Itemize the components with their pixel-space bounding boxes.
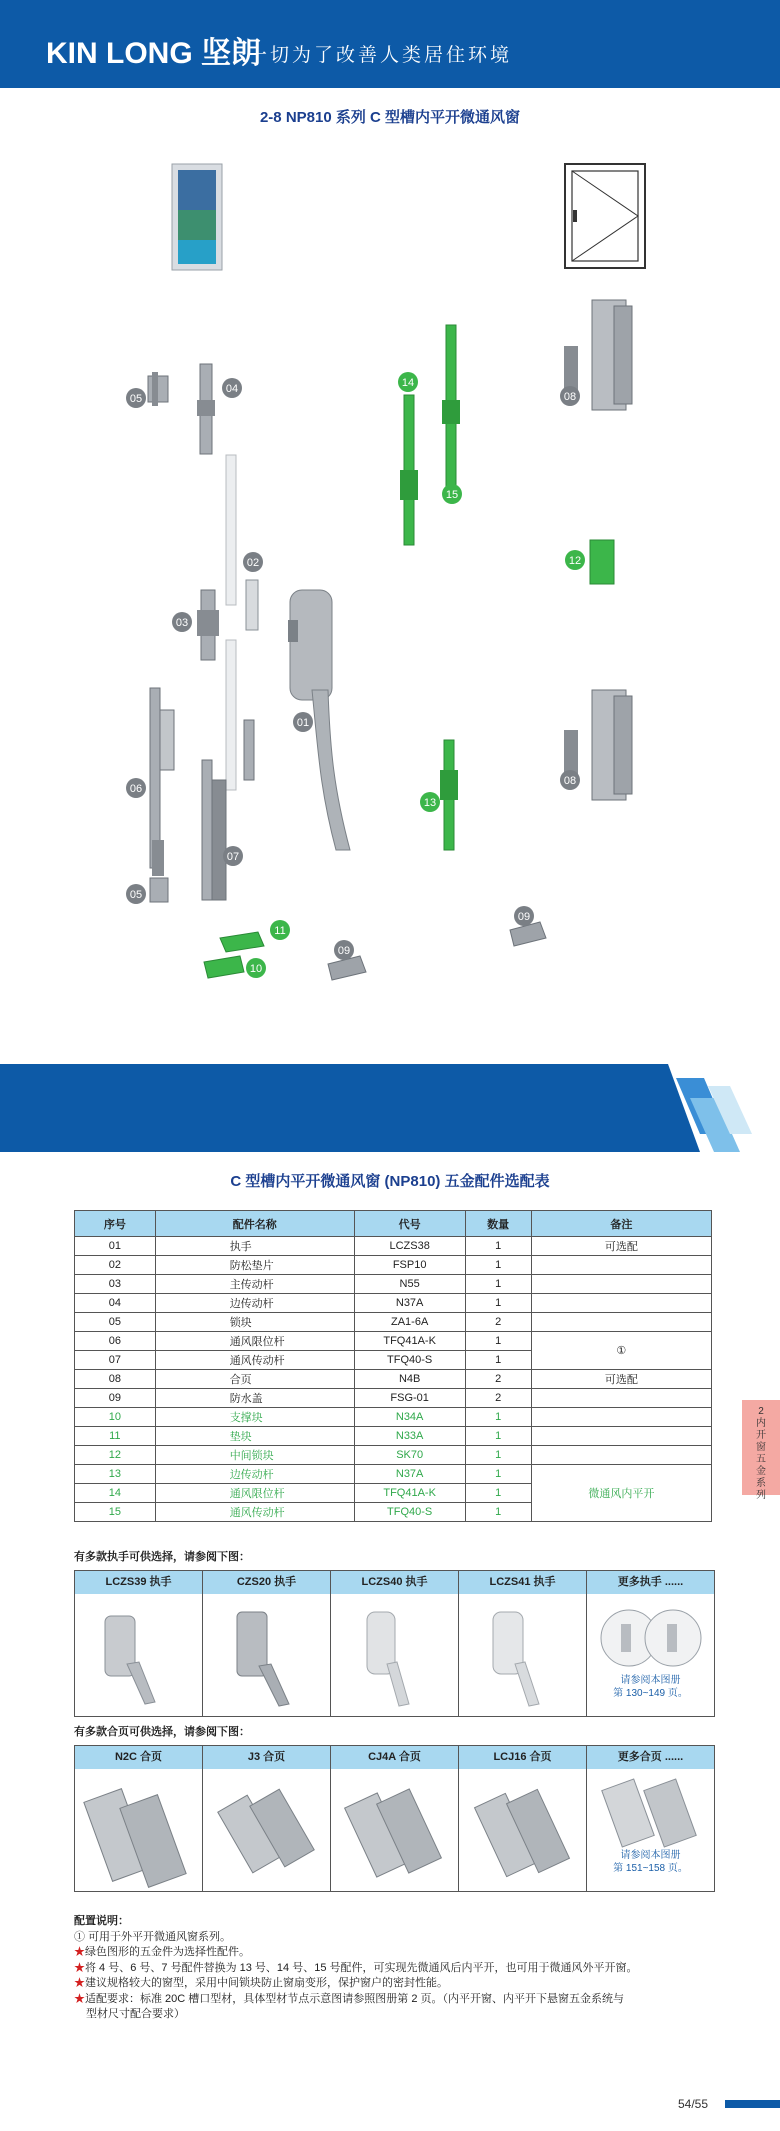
table-row	[75, 1313, 712, 1332]
col-code: 代号	[354, 1211, 465, 1237]
star-icon: ★	[74, 1946, 85, 1958]
hinge-more-title[interactable]: 更多合页 ......	[587, 1746, 714, 1769]
cell-no: 10	[75, 1408, 156, 1427]
cell-name: 合页	[155, 1370, 354, 1389]
handles-more-pages: 第 130~149 页。	[613, 1688, 688, 1699]
hinge-option	[331, 1746, 459, 1892]
cell-no: 11	[75, 1427, 156, 1446]
cell-no: 09	[75, 1389, 156, 1408]
label-15: 15	[445, 489, 459, 501]
cell-code: N37A	[354, 1465, 465, 1484]
cell-name: 支撑块	[155, 1408, 354, 1427]
label-14: 14	[401, 377, 415, 389]
cell-no: 12	[75, 1446, 156, 1465]
cell-name: 主传动杆	[155, 1275, 354, 1294]
cell-name: 中间锁块	[155, 1446, 354, 1465]
cell-qty: 2	[465, 1370, 531, 1389]
page-title: 2-8 NP810 系列 C 型槽内平开微通风窗	[259, 109, 521, 126]
cell-no: 06	[75, 1332, 156, 1351]
table-header-row	[75, 1211, 712, 1237]
note-line	[74, 1992, 638, 2008]
table-row	[75, 1256, 712, 1275]
handle-option	[203, 1571, 331, 1717]
cell-no: 07	[75, 1351, 156, 1370]
cell-code: N34A	[354, 1408, 465, 1427]
page-number-bar	[725, 2100, 780, 2108]
cell-code: TFQ41A-K	[354, 1332, 465, 1351]
note-text: 建议规格较大的窗型，采用中间锁块防止窗扇变形，保护窗户的密封性能。	[85, 1977, 448, 1989]
label-09b: 09	[517, 911, 531, 923]
table-row	[75, 1332, 712, 1351]
note-mark: ①	[74, 1930, 85, 1943]
header-bar	[0, 0, 780, 88]
cell-name: 通风传动杆	[155, 1351, 354, 1370]
side-tab-label: 2 内开窗五金系列	[756, 1406, 766, 1501]
handle-title: CZS20 执手	[203, 1571, 330, 1594]
cell-no: 14	[75, 1484, 156, 1503]
cell-code: N4B	[354, 1370, 465, 1389]
more-handles-image	[587, 1594, 714, 1674]
cell-note: 微通风内平开	[531, 1465, 711, 1522]
note-text: 型材尺寸配合要求）	[86, 2008, 185, 2020]
note-line	[74, 1961, 638, 1977]
handle-image	[331, 1594, 458, 1716]
hinges-more-note: 请参阅本图册	[620, 1850, 681, 1861]
cell-code: TFQ40-S	[354, 1503, 465, 1522]
hinge-title: LCJ16 合页	[459, 1746, 586, 1769]
part-08-top	[560, 300, 632, 410]
label-04: 04	[225, 383, 239, 395]
cell-name: 通风限位杆	[155, 1484, 354, 1503]
cell-name: 边传动杆	[155, 1465, 354, 1484]
cell-name: 通风传动杆	[155, 1503, 354, 1522]
cell-no: 15	[75, 1503, 156, 1522]
label-10: 10	[249, 963, 263, 975]
cell-qty: 1	[465, 1408, 531, 1427]
cell-code: N33A	[354, 1427, 465, 1446]
cell-code: N55	[354, 1275, 465, 1294]
hinges-label: 有多款合页可供选择，请参阅下图：	[74, 1726, 250, 1738]
handle-option	[75, 1571, 203, 1717]
label-09a: 09	[337, 945, 351, 957]
cell-no: 01	[75, 1237, 156, 1256]
table-row	[75, 1446, 712, 1465]
handle-title: LCZS41 执手	[459, 1571, 586, 1594]
part-01-handle	[288, 590, 350, 850]
part-08-bottom	[560, 690, 632, 800]
cell-note: 可选配	[531, 1237, 711, 1256]
part-12	[565, 540, 614, 584]
cell-code: SK70	[354, 1446, 465, 1465]
label-03: 03	[175, 617, 189, 629]
part-14	[398, 372, 418, 545]
part-06	[126, 688, 174, 876]
note-text: 适配要求：标准 20C 槽口型材，具体型材节点示意图请参照图册第 2 页。（内平开窗、内平开下悬窗五金系统与	[85, 1992, 625, 2005]
cell-qty: 2	[465, 1313, 531, 1332]
cell-note	[531, 1389, 711, 1408]
note-text: 可用于外平开微通风窗系列。	[88, 1930, 232, 1943]
hinge-more	[587, 1746, 715, 1892]
cell-qty: 1	[465, 1465, 531, 1484]
hinge-title: CJ4A 合页	[331, 1746, 458, 1769]
cell-name: 边传动杆	[155, 1294, 354, 1313]
hinge-image	[203, 1769, 330, 1891]
cell-qty: 1	[465, 1275, 531, 1294]
table-row	[75, 1465, 712, 1484]
cell-code: FSG-01	[354, 1389, 465, 1408]
hinge-title: J3 合页	[203, 1746, 330, 1769]
table-row	[75, 1294, 712, 1313]
table-title: C 型槽内平开微通风窗 (NP810) 五金配件选配表	[230, 1173, 550, 1190]
note-text: 将 4 号、6 号、7 号配件替换为 13 号、14 号、15 号配件，可实现先微通风后内平开，也可用于微通风外平开窗。	[85, 1961, 638, 1974]
part-04	[197, 364, 242, 454]
part-05-bottom	[126, 878, 168, 904]
col-no: 序号	[75, 1211, 156, 1237]
cell-qty: 1	[465, 1256, 531, 1275]
note-line	[74, 1930, 638, 1946]
cell-no: 13	[75, 1465, 156, 1484]
cell-note	[531, 1427, 711, 1446]
cell-qty: 2	[465, 1389, 531, 1408]
note-line	[74, 2007, 638, 2023]
cell-name: 执手	[155, 1237, 354, 1256]
cell-qty: 1	[465, 1351, 531, 1370]
brand-logo: KIN LONG 坚朗	[46, 37, 261, 70]
table-row	[75, 1389, 712, 1408]
handle-option	[459, 1571, 587, 1717]
part-03	[172, 590, 219, 660]
hinge-title: N2C 合页	[75, 1746, 202, 1769]
window-schematic-icon	[565, 164, 645, 268]
cell-code: ZA1-6A	[354, 1313, 465, 1332]
cell-qty: 1	[465, 1446, 531, 1465]
hardware-diagram	[0, 150, 780, 990]
star-icon: ★	[74, 1992, 85, 2005]
handle-more-title[interactable]: 更多执手 ......	[587, 1571, 714, 1594]
cell-qty: 1	[465, 1294, 531, 1313]
hinges-more-pages: 第 151~158 页。	[613, 1863, 688, 1874]
cell-qty: 1	[465, 1427, 531, 1446]
label-05b: 05	[129, 889, 143, 901]
label-07: 07	[226, 851, 240, 863]
cell-note	[531, 1408, 711, 1427]
side-tab	[742, 1400, 780, 1501]
label-02: 02	[246, 557, 260, 569]
part-11	[220, 920, 290, 952]
hinge-image	[75, 1769, 202, 1891]
hinge-option	[75, 1746, 203, 1892]
cell-qty: 1	[465, 1503, 531, 1522]
table-row	[75, 1370, 712, 1389]
cell-note	[531, 1313, 711, 1332]
cell-qty: 1	[465, 1237, 531, 1256]
label-05a: 05	[129, 393, 143, 405]
cell-name: 防水盖	[155, 1389, 354, 1408]
cell-note	[531, 1256, 711, 1275]
part-02	[226, 455, 263, 790]
handles-grid	[74, 1570, 715, 1717]
part-05-top	[126, 372, 168, 408]
hinges-grid	[74, 1745, 715, 1892]
cell-name: 垫块	[155, 1427, 354, 1446]
table-row	[75, 1427, 712, 1446]
label-13: 13	[423, 797, 437, 809]
cell-code: TFQ41A-K	[354, 1484, 465, 1503]
handle-image	[75, 1594, 202, 1716]
page-number: 54/55	[678, 2097, 709, 2111]
hinge-image	[459, 1769, 586, 1891]
table-row	[75, 1275, 712, 1294]
cell-note	[531, 1446, 711, 1465]
handle-image	[459, 1594, 586, 1716]
cell-name: 防松垫片	[155, 1256, 354, 1275]
label-06: 06	[129, 783, 143, 795]
part-15	[442, 325, 462, 504]
handle-title: LCZS39 执手	[75, 1571, 202, 1594]
hardware-parts-table	[74, 1210, 712, 1522]
cell-no: 08	[75, 1370, 156, 1389]
label-12: 12	[568, 555, 582, 567]
configuration-notes	[74, 1914, 638, 2023]
more-hinges-image	[587, 1769, 714, 1849]
cell-qty: 1	[465, 1332, 531, 1351]
cell-no: 03	[75, 1275, 156, 1294]
col-qty: 数量	[465, 1211, 531, 1237]
part-10	[204, 956, 266, 978]
cell-code: N37A	[354, 1294, 465, 1313]
cell-note: ①	[531, 1332, 711, 1370]
note-line	[74, 1945, 638, 1961]
handle-more	[587, 1571, 715, 1717]
part-09-right	[510, 906, 546, 946]
cell-no: 02	[75, 1256, 156, 1275]
cell-name: 锁块	[155, 1313, 354, 1332]
label-08a: 08	[563, 391, 577, 403]
handles-label: 有多款执手可供选择，请参阅下图：	[74, 1551, 250, 1563]
label-01: 01	[296, 717, 310, 729]
hinge-option	[459, 1746, 587, 1892]
hinge-image	[331, 1769, 458, 1891]
table-row	[75, 1408, 712, 1427]
cell-note	[531, 1294, 711, 1313]
part-09-left	[328, 940, 366, 980]
cell-code: LCZS38	[354, 1237, 465, 1256]
handle-option	[331, 1571, 459, 1717]
section-divider-band	[0, 1064, 780, 1152]
col-note: 备注	[531, 1211, 711, 1237]
cell-note	[531, 1275, 711, 1294]
window-photo	[172, 164, 222, 270]
hinge-option	[203, 1746, 331, 1892]
cell-code: FSP10	[354, 1256, 465, 1275]
star-icon: ★	[74, 1977, 85, 1989]
note-line	[74, 1976, 638, 1992]
notes-title: 配置说明：	[74, 1915, 129, 1927]
brand-slogan: 一切为了改善人类居住环境	[248, 44, 513, 66]
table-row	[75, 1237, 712, 1256]
star-icon: ★	[74, 1961, 85, 1974]
cell-no: 04	[75, 1294, 156, 1313]
part-07	[202, 760, 243, 900]
handles-more-note: 请参阅本图册	[620, 1675, 681, 1686]
handle-image	[203, 1594, 330, 1716]
col-name: 配件名称	[155, 1211, 354, 1237]
note-text: 绿色图形的五金件为选择性配件。	[85, 1946, 250, 1958]
cell-qty: 1	[465, 1484, 531, 1503]
cell-name: 通风限位杆	[155, 1332, 354, 1351]
label-11: 11	[274, 925, 286, 937]
cell-code: TFQ40-S	[354, 1351, 465, 1370]
cell-no: 05	[75, 1313, 156, 1332]
label-08b: 08	[563, 775, 577, 787]
handle-title: LCZS40 执手	[331, 1571, 458, 1594]
part-13	[420, 740, 458, 850]
cell-note: 可选配	[531, 1370, 711, 1389]
